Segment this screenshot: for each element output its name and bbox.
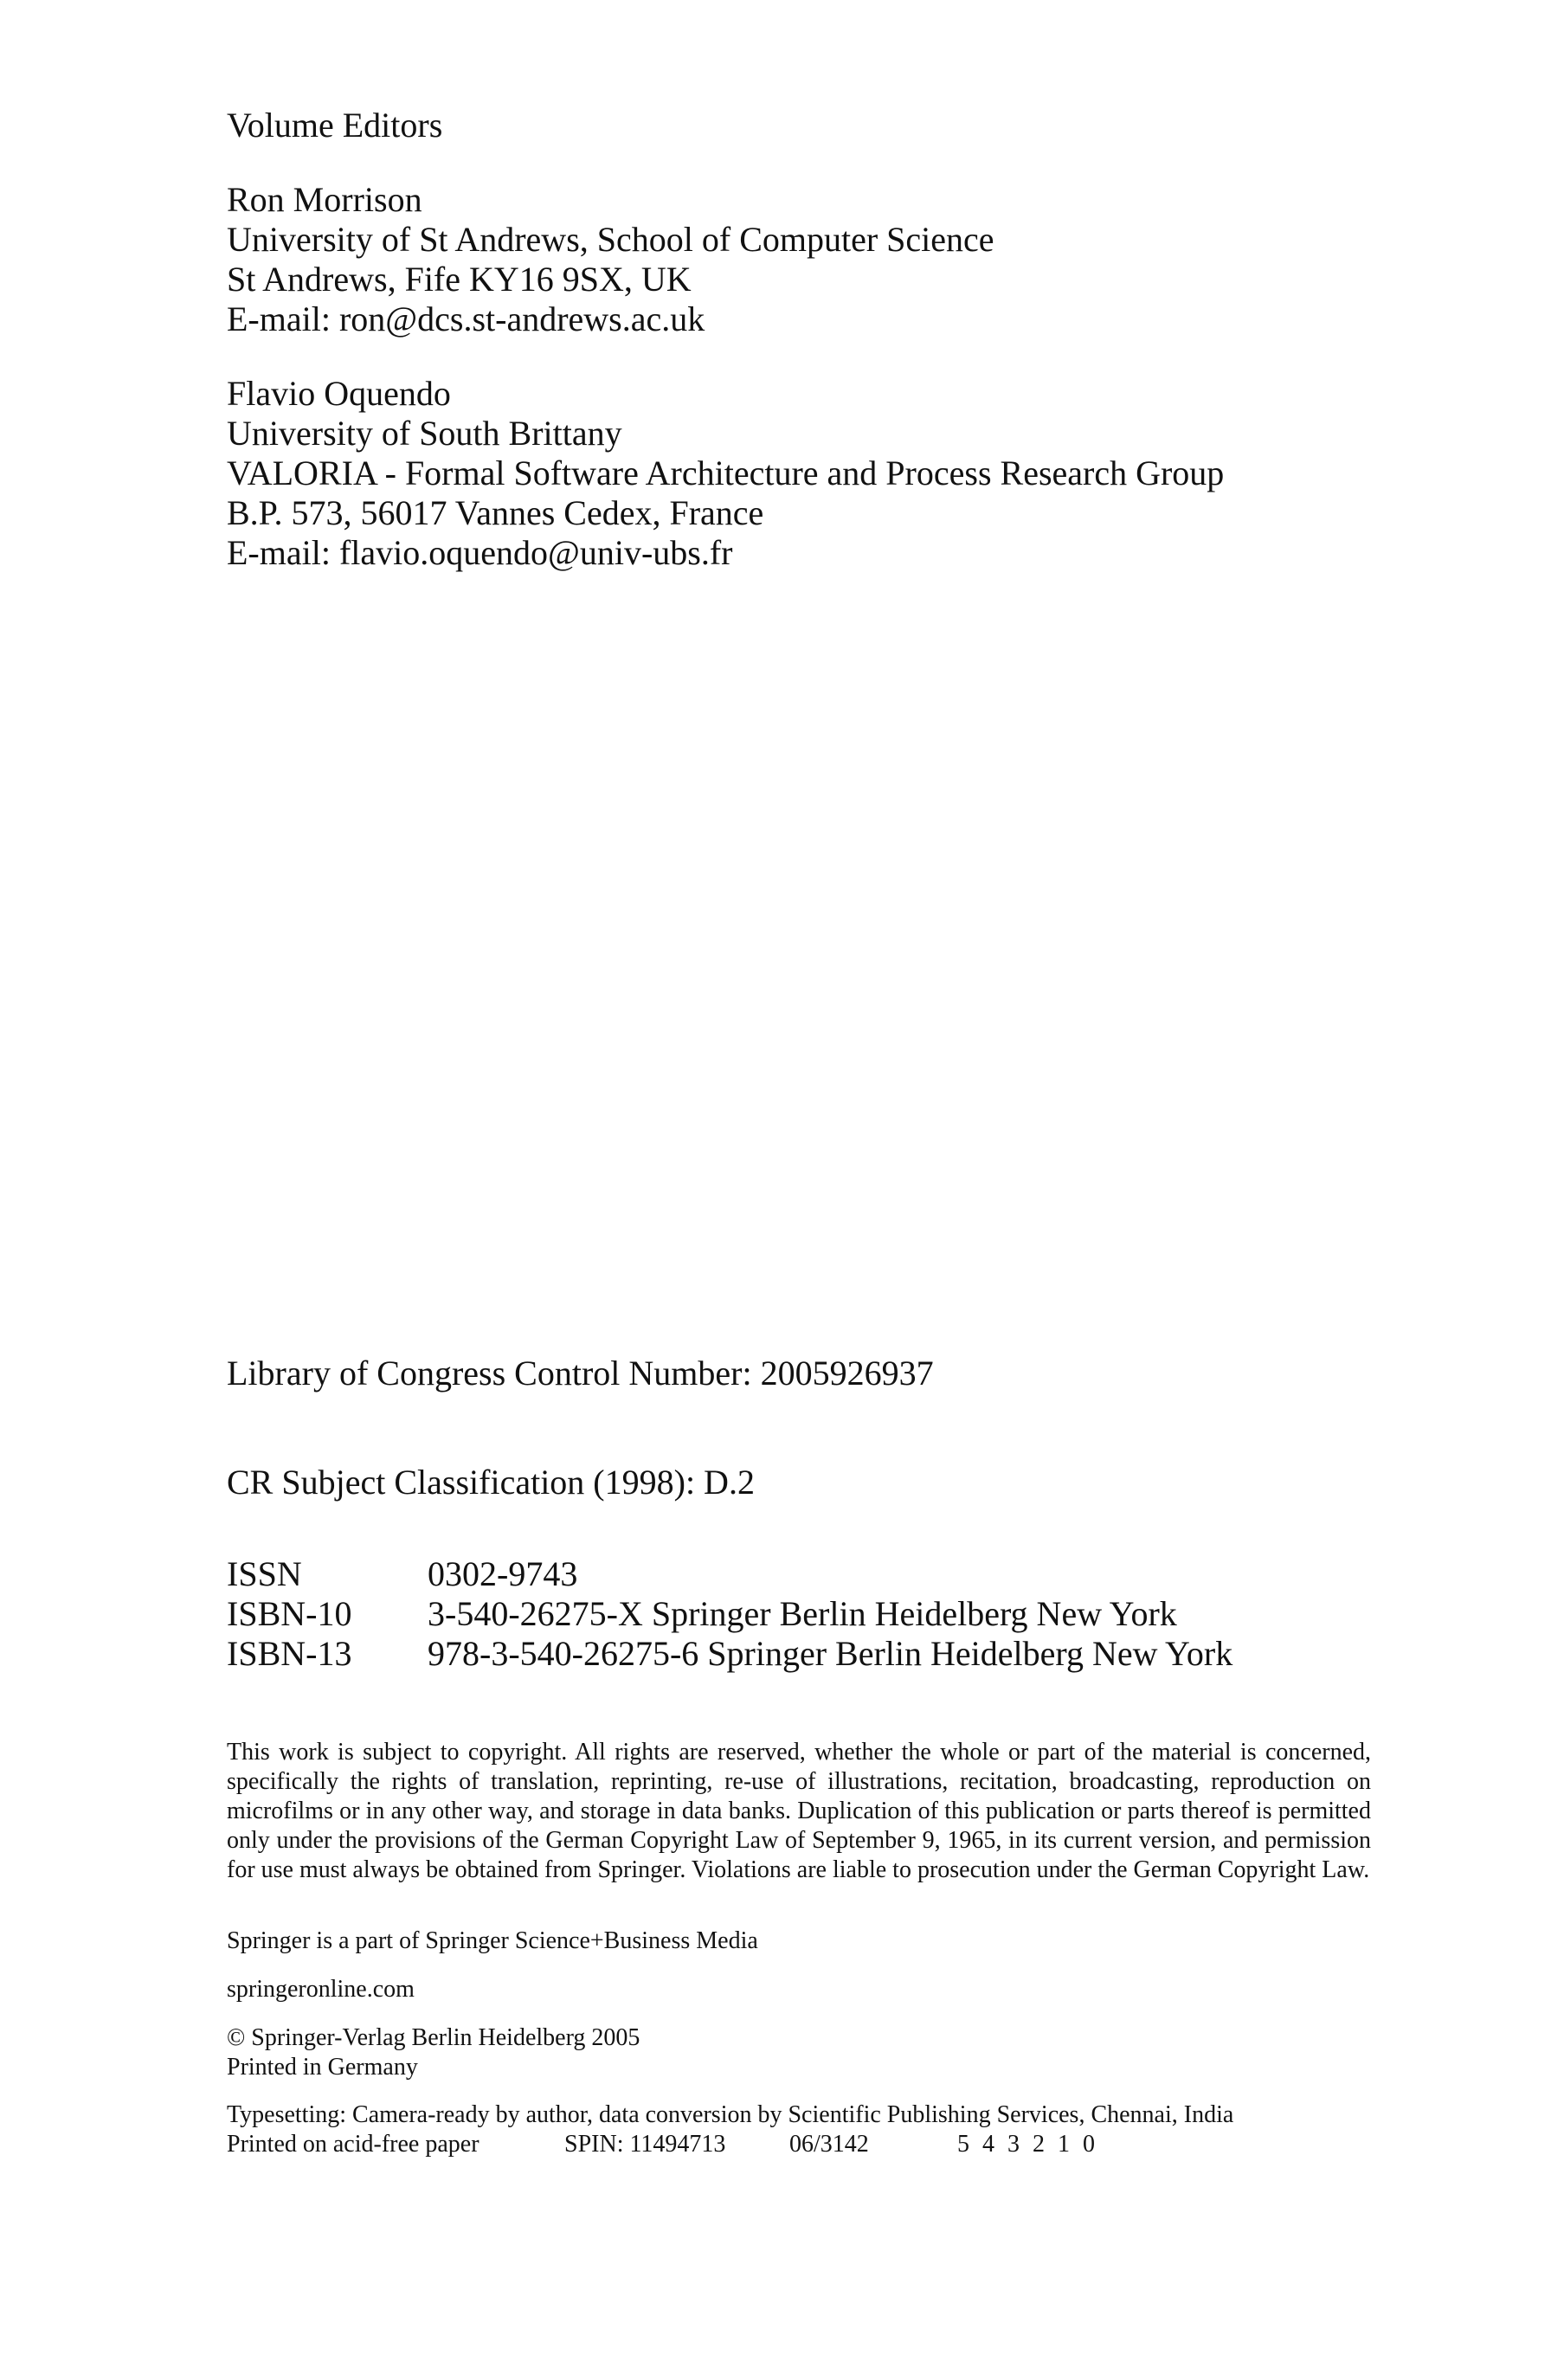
copyright-block [227, 2023, 640, 2082]
copyright-line: © Springer-Verlag Berlin Heidelberg 2005 [227, 2024, 640, 2051]
springer-part-of-line: Springer is a part of Springer Science+Business Media [227, 1927, 758, 1954]
identifier-label: ISSN [227, 1554, 302, 1593]
editor-email: E-mail: ron@dcs.st-andrews.ac.uk [227, 299, 705, 338]
editor-address: B.P. 573, 56017 Vannes Cedex, France [227, 493, 764, 532]
editor-name: Ron Morrison [227, 180, 422, 219]
website-line: springeronline.com [227, 1976, 415, 2003]
editor-email: E-mail: flavio.oquendo@univ-ubs.fr [227, 533, 733, 572]
print-code: 06/3142 [789, 2131, 869, 2158]
copyright-notice [227, 1738, 1371, 1885]
editor-block-oquendo [227, 374, 1224, 573]
editor-affiliation: University of St Andrews, School of Computer Science [227, 220, 994, 259]
printed-in-line: Printed in Germany [227, 2054, 418, 2081]
editor-address: St Andrews, Fife KY16 9SX, UK [227, 260, 692, 299]
editor-group: VALORIA - Formal Software Architecture and Process Research Group [227, 453, 1225, 492]
editor-block-morrison [227, 180, 994, 339]
copyright-notice-text: This work is subject to copyright. All rights are reserved, whether the whole or part of the material is concerned, specifically the rights of translation, reprinting, re-use of illustrations, recitation, broadcasting, reproduction on microfilms or in any other way, and storage in data banks. Duplication of this publication or parts thereof is permitted only under the provisions of the German Copyright Law of September 9, 1965, in its current version, and permission for use must always be obtained from Springer. Violations are liable to prosecution under the German Copyright Law. [227, 1739, 1371, 1883]
editor-name: Flavio Oquendo [227, 374, 451, 413]
volume-editors-heading: Volume Editors [227, 106, 443, 145]
spin-number: SPIN: 11494713 [564, 2131, 726, 2158]
paper-info: Printed on acid-free paper [227, 2131, 479, 2158]
identifier-row-issn [227, 1554, 1232, 1594]
identifier-row-isbn13 [227, 1634, 1232, 1674]
print-info-row [227, 2130, 1098, 2159]
lccn-line: Library of Congress Control Number: 2005926937 [227, 1354, 934, 1393]
identifiers-table [227, 1554, 1232, 1674]
printing-line: 5 4 3 2 1 0 [957, 2131, 1098, 2158]
identifier-value: 0302-9743 [428, 1554, 578, 1593]
cr-classification-line: CR Subject Classification (1998): D.2 [227, 1463, 755, 1502]
identifier-value: 978-3-540-26275-6 Springer Berlin Heidelberg New York [428, 1634, 1233, 1673]
identifier-value: 3-540-26275-X Springer Berlin Heidelberg New York [428, 1594, 1177, 1633]
editor-affiliation: University of South Brittany [227, 414, 622, 453]
typesetting-line: Typesetting: Camera-ready by author, data conversion by Scientific Publishing Services, Chennai, India [227, 2101, 1234, 2128]
identifier-label: ISBN-10 [227, 1594, 352, 1633]
identifier-row-isbn10 [227, 1594, 1232, 1634]
identifier-label: ISBN-13 [227, 1634, 352, 1673]
